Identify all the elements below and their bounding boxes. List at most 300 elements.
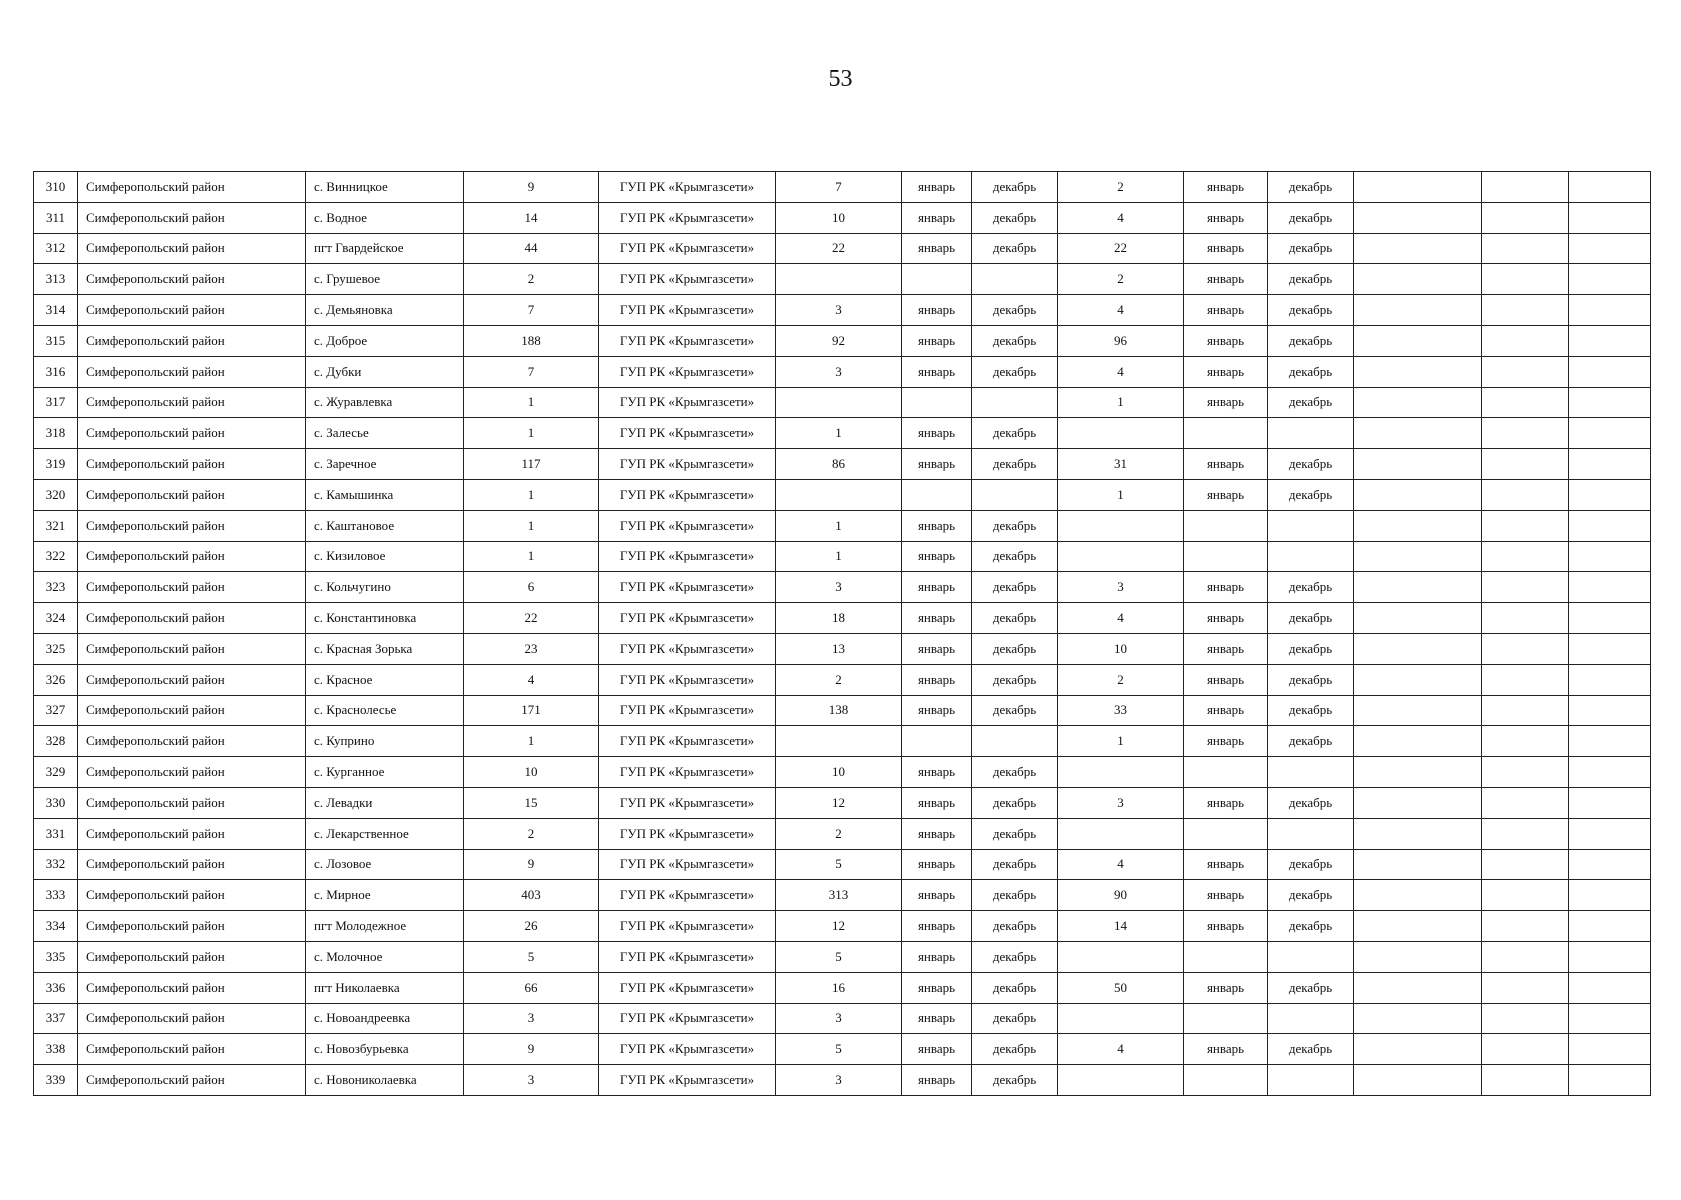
stage1-count-cell: 18 — [776, 603, 902, 634]
operator-cell: ГУП РК «Крымгазсети» — [599, 264, 776, 295]
stage1-count-cell: 3 — [776, 1065, 902, 1096]
stage2-start-month-cell: январь — [1184, 325, 1268, 356]
stage2-count-cell: 4 — [1058, 295, 1184, 326]
extra-cell-1 — [1354, 387, 1482, 418]
district-cell: Симферопольский район — [78, 172, 306, 203]
extra-cell-2 — [1482, 757, 1569, 788]
stage1-count-cell: 3 — [776, 356, 902, 387]
extra-cell-2 — [1482, 818, 1569, 849]
row-number-cell: 317 — [34, 387, 78, 418]
stage1-count-cell: 5 — [776, 1034, 902, 1065]
operator-cell: ГУП РК «Крымгазсети» — [599, 449, 776, 480]
table-row — [34, 941, 1651, 972]
locality-cell: с. Залесье — [306, 418, 464, 449]
extra-cell-2 — [1482, 479, 1569, 510]
operator-cell: ГУП РК «Крымгазсети» — [599, 295, 776, 326]
stage2-start-month-cell — [1184, 757, 1268, 788]
stage1-start-month-cell — [902, 387, 972, 418]
district-cell: Симферопольский район — [78, 880, 306, 911]
stage2-start-month-cell: январь — [1184, 849, 1268, 880]
stage1-count-cell: 5 — [776, 849, 902, 880]
stage2-count-cell — [1058, 1065, 1184, 1096]
extra-cell-1 — [1354, 787, 1482, 818]
operator-cell: ГУП РК «Крымгазсети» — [599, 880, 776, 911]
operator-cell: ГУП РК «Крымгазсети» — [599, 818, 776, 849]
district-cell: Симферопольский район — [78, 418, 306, 449]
stage2-start-month-cell: январь — [1184, 695, 1268, 726]
extra-cell-3 — [1569, 849, 1651, 880]
locality-cell: с. Левадки — [306, 787, 464, 818]
extra-cell-2 — [1482, 941, 1569, 972]
row-number-cell: 321 — [34, 510, 78, 541]
row-number-cell: 312 — [34, 233, 78, 264]
stage2-end-month-cell: декабрь — [1268, 911, 1354, 942]
stage2-start-month-cell: январь — [1184, 972, 1268, 1003]
stage2-end-month-cell: декабрь — [1268, 387, 1354, 418]
stage1-end-month-cell: декабрь — [972, 233, 1058, 264]
extra-cell-3 — [1569, 572, 1651, 603]
table-row — [34, 356, 1651, 387]
extra-cell-2 — [1482, 541, 1569, 572]
district-cell: Симферопольский район — [78, 387, 306, 418]
district-cell: Симферопольский район — [78, 695, 306, 726]
extra-cell-1 — [1354, 664, 1482, 695]
locality-cell: с. Новоандреевка — [306, 1003, 464, 1034]
stage2-end-month-cell: декабрь — [1268, 172, 1354, 203]
total-count-cell: 117 — [464, 449, 599, 480]
operator-cell: ГУП РК «Крымгазсети» — [599, 356, 776, 387]
extra-cell-1 — [1354, 911, 1482, 942]
extra-cell-1 — [1354, 880, 1482, 911]
operator-cell: ГУП РК «Крымгазсети» — [599, 1034, 776, 1065]
operator-cell: ГУП РК «Крымгазсети» — [599, 541, 776, 572]
extra-cell-3 — [1569, 264, 1651, 295]
extra-cell-3 — [1569, 1034, 1651, 1065]
extra-cell-2 — [1482, 849, 1569, 880]
operator-cell: ГУП РК «Крымгазсети» — [599, 972, 776, 1003]
extra-cell-1 — [1354, 572, 1482, 603]
row-number-cell: 319 — [34, 449, 78, 480]
extra-cell-3 — [1569, 911, 1651, 942]
stage1-count-cell: 2 — [776, 818, 902, 849]
stage1-start-month-cell: январь — [902, 972, 972, 1003]
table-row — [34, 726, 1651, 757]
stage2-end-month-cell: декабрь — [1268, 1034, 1354, 1065]
operator-cell: ГУП РК «Крымгазсети» — [599, 603, 776, 634]
row-number-cell: 331 — [34, 818, 78, 849]
stage1-start-month-cell: январь — [902, 849, 972, 880]
locality-cell: с. Кольчугино — [306, 572, 464, 603]
extra-cell-1 — [1354, 695, 1482, 726]
stage1-start-month-cell: январь — [902, 233, 972, 264]
extra-cell-2 — [1482, 264, 1569, 295]
extra-cell-1 — [1354, 233, 1482, 264]
extra-cell-1 — [1354, 541, 1482, 572]
extra-cell-1 — [1354, 941, 1482, 972]
stage2-count-cell — [1058, 941, 1184, 972]
stage1-end-month-cell: декабрь — [972, 1065, 1058, 1096]
stage2-start-month-cell: январь — [1184, 664, 1268, 695]
stage2-count-cell: 1 — [1058, 387, 1184, 418]
table-row — [34, 603, 1651, 634]
stage2-end-month-cell — [1268, 1003, 1354, 1034]
table-row — [34, 633, 1651, 664]
operator-cell: ГУП РК «Крымгазсети» — [599, 1003, 776, 1034]
stage1-count-cell: 3 — [776, 1003, 902, 1034]
stage2-count-cell: 1 — [1058, 726, 1184, 757]
stage1-count-cell: 12 — [776, 911, 902, 942]
stage2-end-month-cell — [1268, 818, 1354, 849]
row-number-cell: 328 — [34, 726, 78, 757]
stage1-count-cell: 22 — [776, 233, 902, 264]
extra-cell-1 — [1354, 633, 1482, 664]
stage1-end-month-cell: декабрь — [972, 325, 1058, 356]
locality-cell: с. Демьяновка — [306, 295, 464, 326]
district-cell: Симферопольский район — [78, 603, 306, 634]
stage1-end-month-cell — [972, 264, 1058, 295]
total-count-cell: 2 — [464, 818, 599, 849]
extra-cell-3 — [1569, 202, 1651, 233]
stage1-count-cell: 16 — [776, 972, 902, 1003]
stage2-count-cell: 50 — [1058, 972, 1184, 1003]
extra-cell-3 — [1569, 695, 1651, 726]
locality-cell: с. Константиновка — [306, 603, 464, 634]
table-row — [34, 911, 1651, 942]
table-row — [34, 233, 1651, 264]
district-cell: Симферопольский район — [78, 479, 306, 510]
total-count-cell: 7 — [464, 295, 599, 326]
stage1-count-cell: 3 — [776, 295, 902, 326]
stage1-count-cell: 13 — [776, 633, 902, 664]
row-number-cell: 318 — [34, 418, 78, 449]
total-count-cell: 1 — [464, 541, 599, 572]
row-number-cell: 329 — [34, 757, 78, 788]
total-count-cell: 7 — [464, 356, 599, 387]
table-row — [34, 972, 1651, 1003]
stage2-start-month-cell: январь — [1184, 387, 1268, 418]
stage1-end-month-cell — [972, 387, 1058, 418]
stage1-end-month-cell: декабрь — [972, 633, 1058, 664]
stage2-count-cell: 4 — [1058, 1034, 1184, 1065]
table-row — [34, 418, 1651, 449]
stage1-start-month-cell: январь — [902, 1034, 972, 1065]
stage1-start-month-cell — [902, 264, 972, 295]
table-row — [34, 849, 1651, 880]
stage1-start-month-cell: январь — [902, 510, 972, 541]
row-number-cell: 327 — [34, 695, 78, 726]
table-row — [34, 664, 1651, 695]
stage1-start-month-cell: январь — [902, 325, 972, 356]
locality-cell: с. Красное — [306, 664, 464, 695]
district-cell: Симферопольский район — [78, 541, 306, 572]
stage2-end-month-cell: декабрь — [1268, 356, 1354, 387]
extra-cell-2 — [1482, 418, 1569, 449]
stage2-count-cell: 2 — [1058, 172, 1184, 203]
extra-cell-2 — [1482, 295, 1569, 326]
stage1-count-cell: 2 — [776, 664, 902, 695]
stage1-start-month-cell: январь — [902, 603, 972, 634]
locality-cell: с. Винницкое — [306, 172, 464, 203]
operator-cell: ГУП РК «Крымгазсети» — [599, 633, 776, 664]
stage1-start-month-cell — [902, 479, 972, 510]
stage2-count-cell: 90 — [1058, 880, 1184, 911]
extra-cell-1 — [1354, 510, 1482, 541]
stage1-end-month-cell: декабрь — [972, 695, 1058, 726]
stage1-count-cell: 3 — [776, 572, 902, 603]
row-number-cell: 322 — [34, 541, 78, 572]
stage1-end-month-cell: декабрь — [972, 418, 1058, 449]
locality-cell: с. Доброе — [306, 325, 464, 356]
stage2-count-cell — [1058, 541, 1184, 572]
stage2-start-month-cell: январь — [1184, 726, 1268, 757]
stage2-end-month-cell: декабрь — [1268, 479, 1354, 510]
table-row — [34, 387, 1651, 418]
row-number-cell: 324 — [34, 603, 78, 634]
extra-cell-2 — [1482, 695, 1569, 726]
district-cell: Симферопольский район — [78, 941, 306, 972]
stage2-end-month-cell: декабрь — [1268, 325, 1354, 356]
stage1-end-month-cell — [972, 726, 1058, 757]
stage2-start-month-cell: январь — [1184, 603, 1268, 634]
operator-cell: ГУП РК «Крымгазсети» — [599, 664, 776, 695]
stage2-count-cell: 2 — [1058, 664, 1184, 695]
extra-cell-1 — [1354, 849, 1482, 880]
locality-cell: пгт Молодежное — [306, 911, 464, 942]
table-row — [34, 695, 1651, 726]
total-count-cell: 1 — [464, 510, 599, 541]
table-body — [34, 172, 1651, 1096]
district-cell: Симферопольский район — [78, 633, 306, 664]
district-cell: Симферопольский район — [78, 233, 306, 264]
stage1-count-cell — [776, 264, 902, 295]
stage2-end-month-cell: декабрь — [1268, 664, 1354, 695]
stage1-end-month-cell: декабрь — [972, 664, 1058, 695]
stage2-count-cell — [1058, 510, 1184, 541]
extra-cell-2 — [1482, 787, 1569, 818]
total-count-cell: 1 — [464, 387, 599, 418]
stage1-start-month-cell: январь — [902, 449, 972, 480]
total-count-cell: 1 — [464, 418, 599, 449]
extra-cell-1 — [1354, 172, 1482, 203]
district-cell: Симферопольский район — [78, 449, 306, 480]
stage2-start-month-cell — [1184, 510, 1268, 541]
stage2-start-month-cell: январь — [1184, 172, 1268, 203]
stage2-count-cell: 4 — [1058, 202, 1184, 233]
stage1-start-month-cell: январь — [902, 418, 972, 449]
extra-cell-3 — [1569, 510, 1651, 541]
extra-cell-1 — [1354, 479, 1482, 510]
stage2-end-month-cell: декабрь — [1268, 633, 1354, 664]
stage2-start-month-cell — [1184, 541, 1268, 572]
stage1-count-cell: 86 — [776, 449, 902, 480]
stage2-start-month-cell — [1184, 1003, 1268, 1034]
locality-cell: с. Грушевое — [306, 264, 464, 295]
locality-cell: с. Курганное — [306, 757, 464, 788]
stage2-start-month-cell: январь — [1184, 264, 1268, 295]
row-number-cell: 315 — [34, 325, 78, 356]
operator-cell: ГУП РК «Крымгазсети» — [599, 387, 776, 418]
stage1-end-month-cell: декабрь — [972, 356, 1058, 387]
stage2-count-cell: 14 — [1058, 911, 1184, 942]
table-row — [34, 202, 1651, 233]
total-count-cell: 9 — [464, 849, 599, 880]
operator-cell: ГУП РК «Крымгазсети» — [599, 479, 776, 510]
locality-cell: с. Новозбурьевка — [306, 1034, 464, 1065]
stage2-start-month-cell — [1184, 818, 1268, 849]
stage1-count-cell: 1 — [776, 541, 902, 572]
stage2-end-month-cell: декабрь — [1268, 972, 1354, 1003]
stage2-start-month-cell: январь — [1184, 479, 1268, 510]
extra-cell-3 — [1569, 172, 1651, 203]
extra-cell-3 — [1569, 633, 1651, 664]
operator-cell: ГУП РК «Крымгазсети» — [599, 202, 776, 233]
stage2-count-cell: 31 — [1058, 449, 1184, 480]
stage1-end-month-cell: декабрь — [972, 972, 1058, 1003]
locality-cell: с. Молочное — [306, 941, 464, 972]
stage2-start-month-cell: январь — [1184, 233, 1268, 264]
table-row — [34, 510, 1651, 541]
stage1-end-month-cell: декабрь — [972, 572, 1058, 603]
operator-cell: ГУП РК «Крымгазсети» — [599, 726, 776, 757]
stage1-end-month-cell: декабрь — [972, 172, 1058, 203]
district-cell: Симферопольский район — [78, 510, 306, 541]
total-count-cell: 1 — [464, 726, 599, 757]
stage2-count-cell: 4 — [1058, 356, 1184, 387]
row-number-cell: 313 — [34, 264, 78, 295]
row-number-cell: 332 — [34, 849, 78, 880]
extra-cell-2 — [1482, 880, 1569, 911]
extra-cell-3 — [1569, 233, 1651, 264]
extra-cell-3 — [1569, 479, 1651, 510]
table-row — [34, 449, 1651, 480]
district-cell: Симферопольский район — [78, 757, 306, 788]
operator-cell: ГУП РК «Крымгазсети» — [599, 172, 776, 203]
operator-cell: ГУП РК «Крымгазсети» — [599, 510, 776, 541]
extra-cell-1 — [1354, 757, 1482, 788]
extra-cell-2 — [1482, 726, 1569, 757]
table-row — [34, 172, 1651, 203]
locality-cell: с. Куприно — [306, 726, 464, 757]
extra-cell-2 — [1482, 1065, 1569, 1096]
district-cell: Симферопольский район — [78, 356, 306, 387]
total-count-cell: 9 — [464, 1034, 599, 1065]
stage1-end-month-cell: декабрь — [972, 202, 1058, 233]
row-number-cell: 325 — [34, 633, 78, 664]
district-cell: Симферопольский район — [78, 726, 306, 757]
extra-cell-2 — [1482, 911, 1569, 942]
stage1-count-cell: 7 — [776, 172, 902, 203]
stage1-end-month-cell: декабрь — [972, 449, 1058, 480]
row-number-cell: 330 — [34, 787, 78, 818]
extra-cell-1 — [1354, 726, 1482, 757]
extra-cell-3 — [1569, 972, 1651, 1003]
stage2-start-month-cell: январь — [1184, 880, 1268, 911]
stage1-count-cell: 10 — [776, 202, 902, 233]
extra-cell-3 — [1569, 757, 1651, 788]
stage2-end-month-cell: декабрь — [1268, 849, 1354, 880]
extra-cell-2 — [1482, 202, 1569, 233]
total-count-cell: 44 — [464, 233, 599, 264]
locality-cell: с. Кизиловое — [306, 541, 464, 572]
stage2-end-month-cell: декабрь — [1268, 726, 1354, 757]
extra-cell-3 — [1569, 726, 1651, 757]
locality-cell: с. Дубки — [306, 356, 464, 387]
total-count-cell: 3 — [464, 1003, 599, 1034]
locality-cell: с. Камышинка — [306, 479, 464, 510]
stage2-count-cell — [1058, 418, 1184, 449]
extra-cell-2 — [1482, 1034, 1569, 1065]
district-cell: Симферопольский район — [78, 295, 306, 326]
row-number-cell: 339 — [34, 1065, 78, 1096]
district-cell: Симферопольский район — [78, 202, 306, 233]
district-cell: Симферопольский район — [78, 818, 306, 849]
operator-cell: ГУП РК «Крымгазсети» — [599, 911, 776, 942]
extra-cell-3 — [1569, 325, 1651, 356]
stage1-end-month-cell: декабрь — [972, 1003, 1058, 1034]
total-count-cell: 3 — [464, 1065, 599, 1096]
stage1-end-month-cell: декабрь — [972, 603, 1058, 634]
locality-cell: с. Журавлевка — [306, 387, 464, 418]
stage1-start-month-cell: январь — [902, 941, 972, 972]
stage1-start-month-cell: январь — [902, 295, 972, 326]
total-count-cell: 26 — [464, 911, 599, 942]
locality-cell: с. Красная Зорька — [306, 633, 464, 664]
extra-cell-3 — [1569, 603, 1651, 634]
extra-cell-1 — [1354, 418, 1482, 449]
stage1-count-cell: 12 — [776, 787, 902, 818]
stage1-count-cell: 1 — [776, 418, 902, 449]
locality-cell: с. Лекарственное — [306, 818, 464, 849]
stage1-count-cell: 92 — [776, 325, 902, 356]
extra-cell-3 — [1569, 1065, 1651, 1096]
stage2-start-month-cell: январь — [1184, 449, 1268, 480]
total-count-cell: 14 — [464, 202, 599, 233]
stage2-end-month-cell: декабрь — [1268, 264, 1354, 295]
stage2-end-month-cell — [1268, 1065, 1354, 1096]
gasification-table — [33, 171, 1651, 1096]
stage1-start-month-cell: январь — [902, 880, 972, 911]
extra-cell-1 — [1354, 1003, 1482, 1034]
row-number-cell: 337 — [34, 1003, 78, 1034]
extra-cell-2 — [1482, 572, 1569, 603]
extra-cell-2 — [1482, 972, 1569, 1003]
stage1-end-month-cell: декабрь — [972, 911, 1058, 942]
extra-cell-1 — [1354, 356, 1482, 387]
operator-cell: ГУП РК «Крымгазсети» — [599, 1065, 776, 1096]
operator-cell: ГУП РК «Крымгазсети» — [599, 418, 776, 449]
stage1-end-month-cell: декабрь — [972, 757, 1058, 788]
stage1-start-month-cell: январь — [902, 172, 972, 203]
stage1-end-month-cell: декабрь — [972, 880, 1058, 911]
stage2-end-month-cell — [1268, 418, 1354, 449]
stage2-count-cell: 4 — [1058, 849, 1184, 880]
district-cell: Симферопольский район — [78, 972, 306, 1003]
stage1-count-cell: 313 — [776, 880, 902, 911]
row-number-cell: 310 — [34, 172, 78, 203]
district-cell: Симферопольский район — [78, 911, 306, 942]
stage1-count-cell: 5 — [776, 941, 902, 972]
stage1-count-cell — [776, 387, 902, 418]
stage1-end-month-cell: декабрь — [972, 541, 1058, 572]
table-row — [34, 757, 1651, 788]
extra-cell-1 — [1354, 1034, 1482, 1065]
stage2-end-month-cell — [1268, 510, 1354, 541]
extra-cell-3 — [1569, 449, 1651, 480]
district-cell: Симферопольский район — [78, 787, 306, 818]
stage1-end-month-cell: декабрь — [972, 849, 1058, 880]
stage1-count-cell: 138 — [776, 695, 902, 726]
extra-cell-2 — [1482, 356, 1569, 387]
